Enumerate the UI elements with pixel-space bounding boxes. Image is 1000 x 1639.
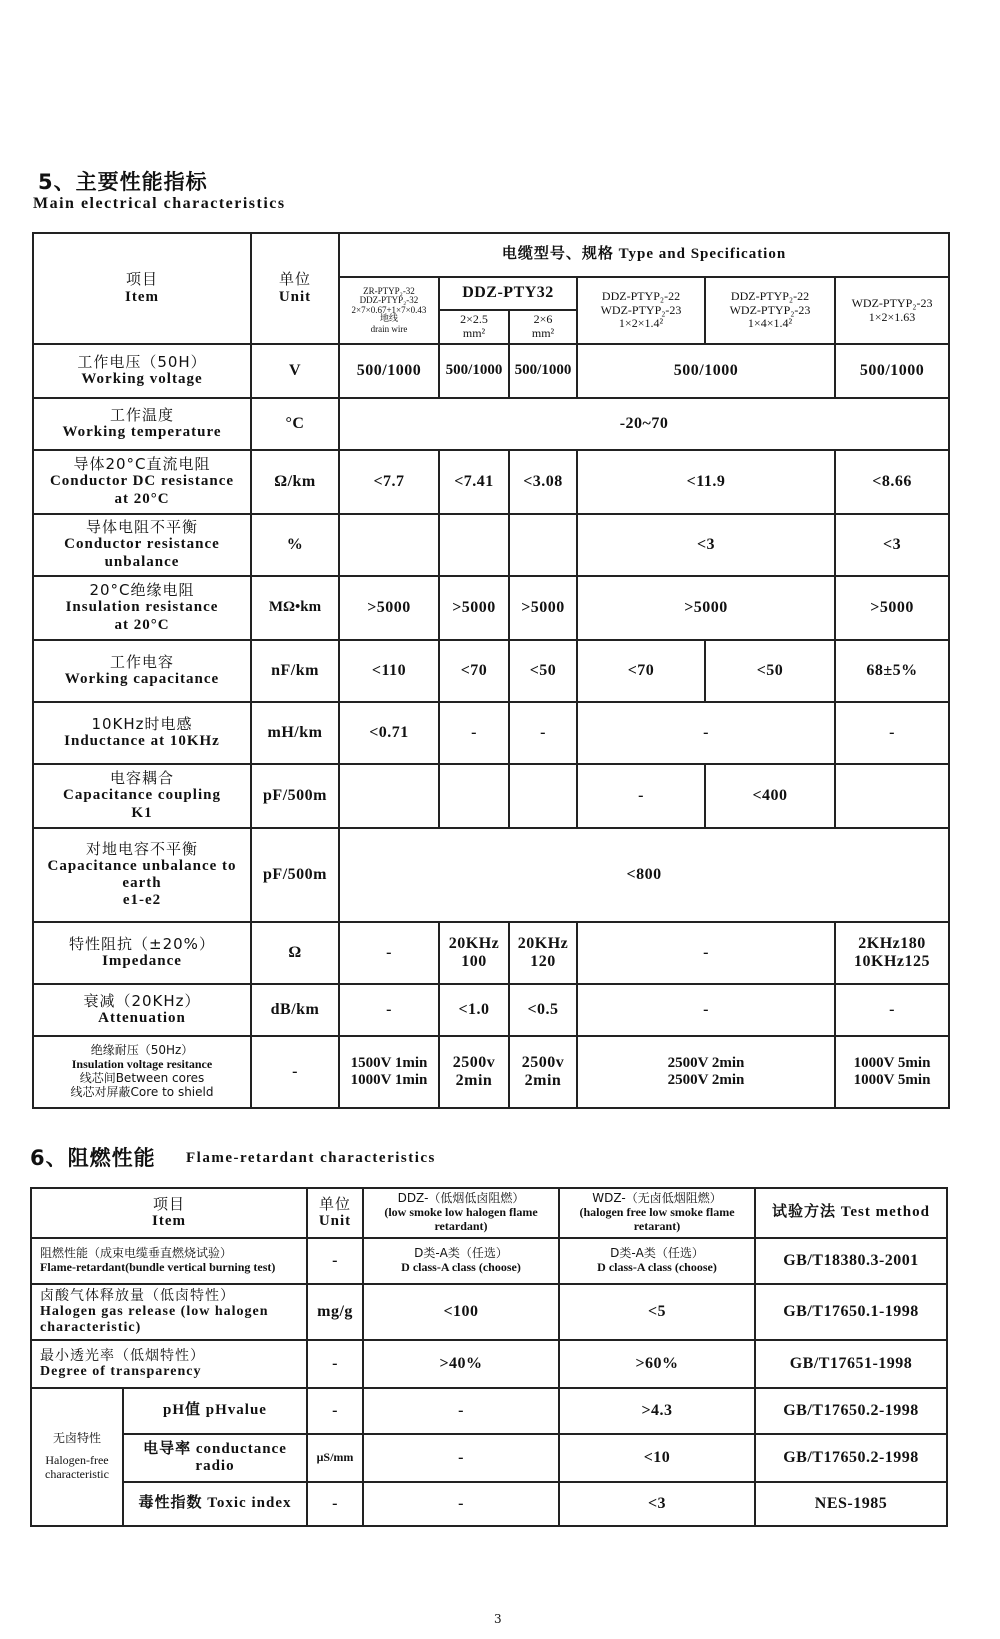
row-unit: mH/km (251, 702, 339, 764)
section6-title-cn: 6、阻燃性能 (30, 1146, 156, 1170)
cell: 500/1000 (835, 344, 949, 398)
cell: - (577, 984, 835, 1036)
row-label: 电容耦合 Capacitance coupling K1 (33, 764, 251, 828)
cell (339, 514, 439, 576)
row-unit: °C (251, 398, 339, 450)
cell: <0.71 (339, 702, 439, 764)
row-unit: dB/km (251, 984, 339, 1036)
row-unit: MΩ•km (251, 576, 339, 640)
section5-title-en: Main electrical characteristics (33, 195, 286, 212)
row-label: 工作电容 Working capacitance (33, 640, 251, 702)
cell: 20KHz 100 (439, 922, 509, 984)
table-row (33, 640, 949, 702)
table-row (33, 576, 949, 640)
cell (509, 514, 577, 576)
cell: - (577, 702, 835, 764)
row-label: 衰减（20KHz） Attenuation (33, 984, 251, 1036)
col4-header: DDZ-PTYP₂-22 WDZ-PTYP₂-23 1×2×1.4² (577, 277, 705, 344)
ddz-header: DDZ-（低烟低卤阻燃） (low smoke low halogen flame retardant) (363, 1188, 559, 1238)
cell: NES-1985 (755, 1482, 947, 1526)
cell: - (339, 922, 439, 984)
cell: <110 (339, 640, 439, 702)
ddz-pty32-header: DDZ-PTY32 (439, 277, 577, 310)
cell: >5000 (439, 576, 509, 640)
table-row (33, 922, 949, 984)
cell (339, 764, 439, 828)
table-row (31, 1238, 947, 1284)
cell: 2500v 2min (439, 1036, 509, 1108)
cell: >5000 (835, 576, 949, 640)
cell: >5000 (339, 576, 439, 640)
cell (439, 764, 509, 828)
cell: GB/T18380.3-2001 (755, 1238, 947, 1284)
item-header: 项目 Item (33, 233, 251, 344)
table-row (33, 702, 949, 764)
row-unit: - (307, 1482, 363, 1526)
cell: <3 (835, 514, 949, 576)
row-unit: pF/500m (251, 828, 339, 922)
cell: - (339, 984, 439, 1036)
cell: 500/1000 (577, 344, 835, 398)
cell: 20KHz 120 (509, 922, 577, 984)
cell: >5000 (577, 576, 835, 640)
row-unit: % (251, 514, 339, 576)
row-label: 绝缘耐压（50Hz） Insulation voltage resitance 线芯间Between cores 线芯对屏蔽Core to shield (33, 1036, 251, 1108)
row-label: 阻燃性能（成束电缆垂直燃烧试验） Flame-retardant(bundle vertical burning test) (31, 1238, 307, 1284)
cell: <50 (705, 640, 835, 702)
electrical-table (32, 232, 950, 1109)
cell: GB/T17651-1998 (755, 1340, 947, 1388)
cell: 2500V 2min 2500V 2min (577, 1036, 835, 1108)
cell: <8.66 (835, 450, 949, 514)
cell: <7.7 (339, 450, 439, 514)
table-row (33, 344, 949, 398)
cell: GB/T17650.2-1998 (755, 1388, 947, 1434)
cell: >60% (559, 1340, 755, 1388)
table-row (33, 514, 949, 576)
cell: <0.5 (509, 984, 577, 1036)
row-label: 工作温度 Working temperature (33, 398, 251, 450)
cell: - (363, 1482, 559, 1526)
col1-header: ZR-PTYP₂-32 DDZ-PTYP₂-32 2×7×0.67+1×7×0.43 地线 drain wire (339, 277, 439, 344)
table-row (33, 828, 949, 922)
cell: >5000 (509, 576, 577, 640)
cell (509, 764, 577, 828)
cell: <50 (509, 640, 577, 702)
cell: 500/1000 (339, 344, 439, 398)
spec-header: 电缆型号、规格 Type and Specification (339, 233, 949, 277)
cell: <5 (559, 1284, 755, 1340)
halogen-free-group-label: 无卤特性 Halogen-free characteristic (31, 1388, 123, 1526)
table-row (33, 984, 949, 1036)
col3-header: 2×6 mm² (509, 310, 577, 344)
cell: <10 (559, 1434, 755, 1482)
row-unit: - (307, 1340, 363, 1388)
cell: - (363, 1388, 559, 1434)
row-unit: - (251, 1036, 339, 1108)
table-row (31, 1388, 947, 1434)
cell: <400 (705, 764, 835, 828)
cell: -20~70 (339, 398, 949, 450)
col2-header: 2×2.5 mm² (439, 310, 509, 344)
table-row (31, 1482, 947, 1526)
table-row (31, 1284, 947, 1340)
row-unit: pF/500m (251, 764, 339, 828)
section6-title-en: Flame-retardant characteristics (186, 1150, 436, 1166)
row-label: 20°C绝缘电阻 Insulation resistance at 20°C (33, 576, 251, 640)
cell: GB/T17650.2-1998 (755, 1434, 947, 1482)
cell: <800 (339, 828, 949, 922)
col6-header: WDZ-PTYP₂-23 1×2×1.63 (835, 277, 949, 344)
row-label: 电导率 conductance radio (123, 1434, 307, 1482)
wdz-header: WDZ-（无卤低烟阻燃） (halogen free low smoke flame retarant) (559, 1188, 755, 1238)
row-label: 对地电容不平衡 Capacitance unbalance to earth e1-e2 (33, 828, 251, 922)
cell: 500/1000 (439, 344, 509, 398)
flame-table (30, 1187, 948, 1527)
cell: 1500V 1min 1000V 1min (339, 1036, 439, 1108)
table-row (33, 1036, 949, 1108)
row-label: 毒性指数 Toxic index (123, 1482, 307, 1526)
table-row (33, 450, 949, 514)
row-unit: mg/g (307, 1284, 363, 1340)
row-label: 工作电压（50H） Working voltage (33, 344, 251, 398)
cell: <3 (559, 1482, 755, 1526)
table-row (31, 1340, 947, 1388)
cell: >4.3 (559, 1388, 755, 1434)
row-label: 最小透光率（低烟特性） Degree of transparency (31, 1340, 307, 1388)
cell: 2KHz180 10KHz125 (835, 922, 949, 984)
page-number: 3 (494, 1612, 502, 1626)
unit-header: 单位 Unit (251, 233, 339, 344)
cell: <3.08 (509, 450, 577, 514)
cell: <100 (363, 1284, 559, 1340)
row-unit: V (251, 344, 339, 398)
row-label: 导体电阻不平衡 Conductor resistance unbalance (33, 514, 251, 576)
cell: <7.41 (439, 450, 509, 514)
row-unit: μS/mm (307, 1434, 363, 1482)
row-label: pH值 pHvalue (123, 1388, 307, 1434)
row-unit: Ω/km (251, 450, 339, 514)
cell: - (577, 764, 705, 828)
table-row (33, 764, 949, 828)
table-row (33, 398, 949, 450)
cell: - (577, 922, 835, 984)
row-unit: Ω (251, 922, 339, 984)
cell: <1.0 (439, 984, 509, 1036)
row-unit: nF/km (251, 640, 339, 702)
cell: <70 (577, 640, 705, 702)
cell: - (835, 702, 949, 764)
item-header: 项目 Item (31, 1188, 307, 1238)
row-label: 10KHz时电感 Inductance at 10KHz (33, 702, 251, 764)
cell (835, 764, 949, 828)
test-method-header: 试验方法 Test method (755, 1188, 947, 1238)
table-row (31, 1434, 947, 1482)
cell: <11.9 (577, 450, 835, 514)
cell: D类-A类（任选） D class-A class (choose) (363, 1238, 559, 1284)
cell: - (835, 984, 949, 1036)
section5-title-cn: 5、主要性能指标 (38, 170, 208, 194)
cell: D类-A类（任选） D class-A class (choose) (559, 1238, 755, 1284)
row-unit: - (307, 1238, 363, 1284)
cell: 1000V 5min 1000V 5min (835, 1036, 949, 1108)
unit-header: 单位 Unit (307, 1188, 363, 1238)
col5-header: DDZ-PTYP₂-22 WDZ-PTYP₂-23 1×4×1.4² (705, 277, 835, 344)
cell: 68±5% (835, 640, 949, 702)
cell: 2500v 2min (509, 1036, 577, 1108)
cell: GB/T17650.1-1998 (755, 1284, 947, 1340)
cell (439, 514, 509, 576)
cell: >40% (363, 1340, 559, 1388)
row-label: 卤酸气体释放量（低卤特性） Halogen gas release (low halogen characteristic) (31, 1284, 307, 1340)
row-label: 导体20°C直流电阻 Conductor DC resistance at 20°C (33, 450, 251, 514)
cell: - (509, 702, 577, 764)
row-unit: - (307, 1388, 363, 1434)
cell: - (363, 1434, 559, 1482)
row-label: 特性阻抗（±20%） Impedance (33, 922, 251, 984)
cell: <70 (439, 640, 509, 702)
cell: 500/1000 (509, 344, 577, 398)
cell: <3 (577, 514, 835, 576)
cell: - (439, 702, 509, 764)
